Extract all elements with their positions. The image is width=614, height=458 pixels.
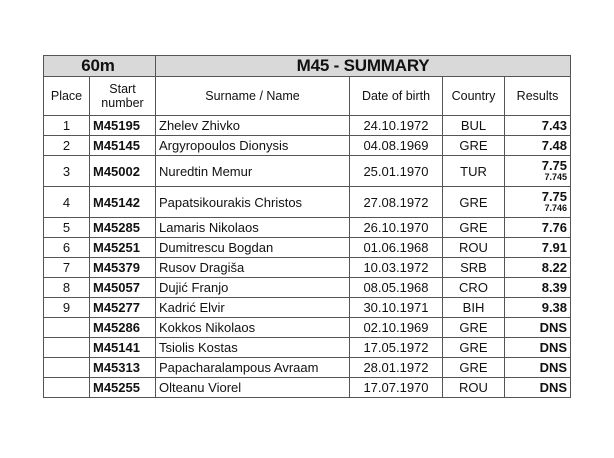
header-name: Surname / Name (156, 77, 350, 116)
result-tiebreak-value: 7.745 (544, 172, 568, 182)
athlete-name-cell: Dujić Franjo (156, 278, 350, 298)
athlete-name-cell: Rusov Dragiša (156, 258, 350, 278)
result-value: 7.48 (541, 138, 568, 153)
result-cell (505, 136, 571, 156)
place-cell: 2 (44, 136, 90, 156)
date-of-birth-cell: 27.08.1972 (350, 187, 443, 218)
header-place: Place (44, 77, 90, 116)
result-value: DNS (539, 380, 568, 395)
country-cell: CRO (443, 278, 505, 298)
date-of-birth-cell: 02.10.1969 (350, 318, 443, 338)
country-cell: ROU (443, 378, 505, 398)
place-cell (44, 378, 90, 398)
start-number-cell: M45285 (90, 218, 156, 238)
date-of-birth-cell: 25.01.1970 (350, 156, 443, 187)
result-cell (505, 218, 571, 238)
title-row (44, 56, 571, 77)
place-cell: 7 (44, 258, 90, 278)
date-of-birth-cell: 08.05.1968 (350, 278, 443, 298)
result-value: DNS (539, 340, 568, 355)
country-cell: TUR (443, 156, 505, 187)
athlete-name-cell: Argyropoulos Dionysis (156, 136, 350, 156)
place-cell (44, 338, 90, 358)
result-tiebreak-value: 7.746 (544, 203, 568, 213)
header-start-number (90, 77, 156, 116)
date-of-birth-cell: 30.10.1971 (350, 298, 443, 318)
athlete-name-cell: Dumitrescu Bogdan (156, 238, 350, 258)
table-row (44, 187, 571, 218)
table-row (44, 358, 571, 378)
start-number-cell: M45277 (90, 298, 156, 318)
start-number-cell: M45251 (90, 238, 156, 258)
country-cell: GRE (443, 318, 505, 338)
table-row (44, 258, 571, 278)
country-cell: GRE (443, 187, 505, 218)
country-cell: SRB (443, 258, 505, 278)
place-cell: 9 (44, 298, 90, 318)
table-row (44, 318, 571, 338)
table-row (44, 136, 571, 156)
table-row (44, 298, 571, 318)
table-row (44, 238, 571, 258)
start-number-cell: M45002 (90, 156, 156, 187)
result-cell (505, 318, 571, 338)
result-value: DNS (539, 360, 568, 375)
athlete-name-cell: Kokkos Nikolaos (156, 318, 350, 338)
start-number-cell: M45286 (90, 318, 156, 338)
start-number-cell: M45057 (90, 278, 156, 298)
country-cell: ROU (443, 238, 505, 258)
result-cell (505, 378, 571, 398)
results-table (43, 55, 571, 398)
country-cell: GRE (443, 358, 505, 378)
start-number-cell: M45142 (90, 187, 156, 218)
header-country: Country (443, 77, 505, 116)
header-row (44, 77, 571, 116)
place-cell: 5 (44, 218, 90, 238)
result-value: 7.91 (541, 240, 568, 255)
place-cell: 3 (44, 156, 90, 187)
start-number-cell: M45141 (90, 338, 156, 358)
result-value: 9.38 (541, 300, 568, 315)
result-value: 8.39 (541, 280, 568, 295)
date-of-birth-cell: 28.01.1972 (350, 358, 443, 378)
table-row (44, 378, 571, 398)
result-cell (505, 278, 571, 298)
date-of-birth-cell: 24.10.1972 (350, 116, 443, 136)
table-row (44, 218, 571, 238)
date-of-birth-cell: 26.10.1970 (350, 218, 443, 238)
result-value: 7.76 (541, 220, 568, 235)
result-value: 7.43 (541, 118, 568, 133)
place-cell: 6 (44, 238, 90, 258)
place-cell (44, 318, 90, 338)
table-row (44, 338, 571, 358)
header-results: Results (505, 77, 571, 116)
country-cell: GRE (443, 136, 505, 156)
place-cell (44, 358, 90, 378)
result-value: DNS (539, 320, 568, 335)
start-number-cell: M45313 (90, 358, 156, 378)
date-of-birth-cell: 17.05.1972 (350, 338, 443, 358)
result-cell (505, 298, 571, 318)
athlete-name-cell: Tsiolis Kostas (156, 338, 350, 358)
start-number-cell: M45195 (90, 116, 156, 136)
place-cell: 4 (44, 187, 90, 218)
place-cell: 1 (44, 116, 90, 136)
start-number-cell: M45255 (90, 378, 156, 398)
table-row (44, 156, 571, 187)
result-cell (505, 338, 571, 358)
header-start-line1: Start (109, 82, 136, 96)
athlete-name-cell: Papatsikourakis Christos (156, 187, 350, 218)
result-cell (505, 187, 571, 218)
result-cell (505, 238, 571, 258)
athlete-name-cell: Zhelev Zhivko (156, 116, 350, 136)
date-of-birth-cell: 10.03.1972 (350, 258, 443, 278)
result-value: 8.22 (541, 260, 568, 275)
category-title: M45 - SUMMARY (156, 56, 571, 77)
country-cell: GRE (443, 218, 505, 238)
athlete-name-cell: Nuredtin Memur (156, 156, 350, 187)
athlete-name-cell: Kadrić Elvir (156, 298, 350, 318)
start-number-cell: M45379 (90, 258, 156, 278)
athlete-name-cell: Papacharalampous Avraam (156, 358, 350, 378)
place-cell: 8 (44, 278, 90, 298)
table-row (44, 278, 571, 298)
header-dob: Date of birth (350, 77, 443, 116)
date-of-birth-cell: 01.06.1968 (350, 238, 443, 258)
start-number-cell: M45145 (90, 136, 156, 156)
table-row (44, 116, 571, 136)
result-cell (505, 156, 571, 187)
country-cell: GRE (443, 338, 505, 358)
country-cell: BUL (443, 116, 505, 136)
country-cell: BIH (443, 298, 505, 318)
date-of-birth-cell: 17.07.1970 (350, 378, 443, 398)
result-cell (505, 258, 571, 278)
result-value: 7.75 (541, 189, 568, 204)
result-cell (505, 116, 571, 136)
date-of-birth-cell: 04.08.1969 (350, 136, 443, 156)
event-title: 60m (44, 56, 156, 77)
header-start-line2: number (101, 96, 144, 110)
athlete-name-cell: Lamaris Nikolaos (156, 218, 350, 238)
result-cell (505, 358, 571, 378)
result-value: 7.75 (541, 158, 568, 173)
athlete-name-cell: Olteanu Viorel (156, 378, 350, 398)
